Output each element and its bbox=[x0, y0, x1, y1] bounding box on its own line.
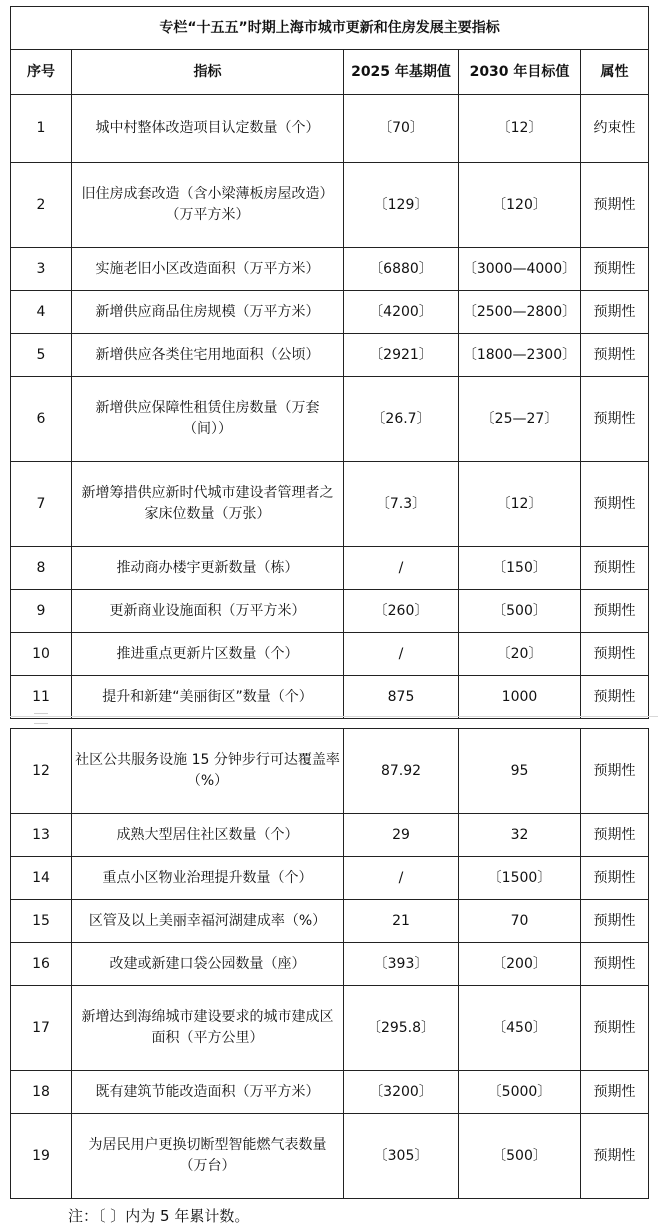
row-target-value: 〔12〕 bbox=[459, 462, 581, 547]
row-base-value: / bbox=[344, 633, 459, 676]
header-attribute: 属性 bbox=[581, 50, 649, 95]
row-base-value: 〔4200〕 bbox=[344, 291, 459, 334]
row-indicator: 重点小区物业治理提升数量（个） bbox=[72, 857, 344, 900]
table-row bbox=[11, 900, 649, 943]
table-row bbox=[11, 814, 649, 857]
row-attribute: 预期性 bbox=[581, 1114, 649, 1199]
row-base-value: / bbox=[344, 857, 459, 900]
table-row bbox=[11, 633, 649, 676]
row-attribute: 预期性 bbox=[581, 462, 649, 547]
row-base-value: 〔3200〕 bbox=[344, 1071, 459, 1114]
row-base-value: 〔129〕 bbox=[344, 163, 459, 248]
row-base-value: 29 bbox=[344, 814, 459, 857]
row-index: 7 bbox=[11, 462, 72, 547]
row-index: 5 bbox=[11, 334, 72, 377]
indicator-table-part-2 bbox=[10, 728, 649, 1199]
row-target-value: 〔450〕 bbox=[459, 986, 581, 1071]
row-indicator: 改建或新建口袋公园数量（座） bbox=[72, 943, 344, 986]
table-note: 注：〔 〕内为 5 年累计数。 bbox=[68, 1207, 250, 1225]
table-row bbox=[11, 163, 649, 248]
row-base-value: 〔393〕 bbox=[344, 943, 459, 986]
row-attribute: 预期性 bbox=[581, 163, 649, 248]
row-indicator: 新增供应保障性租赁住房数量（万套（间）） bbox=[72, 377, 344, 462]
row-indicator: 推动商办楼宇更新数量（栋） bbox=[72, 547, 344, 590]
row-attribute: 预期性 bbox=[581, 1071, 649, 1114]
row-target-value: 〔150〕 bbox=[459, 547, 581, 590]
row-attribute: 预期性 bbox=[581, 857, 649, 900]
row-attribute: 预期性 bbox=[581, 291, 649, 334]
table-row bbox=[11, 729, 649, 814]
row-attribute: 预期性 bbox=[581, 334, 649, 377]
row-base-value: 〔305〕 bbox=[344, 1114, 459, 1199]
row-base-value: 〔2921〕 bbox=[344, 334, 459, 377]
row-index: 13 bbox=[11, 814, 72, 857]
table-row bbox=[11, 986, 649, 1071]
header-base-2025: 2025 年基期值 bbox=[344, 50, 459, 95]
table-row bbox=[11, 590, 649, 633]
row-index: 8 bbox=[11, 547, 72, 590]
page-break-line bbox=[10, 716, 658, 717]
row-index: 15 bbox=[11, 900, 72, 943]
row-index: 2 bbox=[11, 163, 72, 248]
row-index: 12 bbox=[11, 729, 72, 814]
table-row bbox=[11, 334, 649, 377]
row-base-value: / bbox=[344, 547, 459, 590]
row-base-value: 〔295.8〕 bbox=[344, 986, 459, 1071]
table-row bbox=[11, 547, 649, 590]
row-target-value: 1000 bbox=[459, 676, 581, 719]
row-attribute: 预期性 bbox=[581, 633, 649, 676]
table-row bbox=[11, 1071, 649, 1114]
row-target-value: 〔500〕 bbox=[459, 1114, 581, 1199]
row-indicator: 新增供应各类住宅用地面积（公顷） bbox=[72, 334, 344, 377]
row-target-value: 〔3000—4000〕 bbox=[459, 248, 581, 291]
row-target-value: 70 bbox=[459, 900, 581, 943]
row-index: 4 bbox=[11, 291, 72, 334]
row-attribute: 预期性 bbox=[581, 248, 649, 291]
row-target-value: 32 bbox=[459, 814, 581, 857]
row-attribute: 预期性 bbox=[581, 943, 649, 986]
row-index: 11 bbox=[11, 676, 72, 719]
table-row bbox=[11, 291, 649, 334]
row-index: 6 bbox=[11, 377, 72, 462]
row-indicator: 新增筹措供应新时代城市建设者管理者之家床位数量（万张） bbox=[72, 462, 344, 547]
row-target-value: 〔20〕 bbox=[459, 633, 581, 676]
table-row bbox=[11, 676, 649, 719]
row-base-value: 87.92 bbox=[344, 729, 459, 814]
row-indicator: 旧住房成套改造（含小梁薄板房屋改造）（万平方米） bbox=[72, 163, 344, 248]
row-indicator: 推进重点更新片区数量（个） bbox=[72, 633, 344, 676]
row-attribute: 预期性 bbox=[581, 814, 649, 857]
row-base-value: 875 bbox=[344, 676, 459, 719]
row-attribute: 预期性 bbox=[581, 377, 649, 462]
row-indicator: 成熟大型居住社区数量（个） bbox=[72, 814, 344, 857]
row-base-value: 〔70〕 bbox=[344, 95, 459, 163]
row-index: 18 bbox=[11, 1071, 72, 1114]
table-row bbox=[11, 462, 649, 547]
table-row bbox=[11, 377, 649, 462]
row-attribute: 预期性 bbox=[581, 676, 649, 719]
row-attribute: 预期性 bbox=[581, 590, 649, 633]
row-index: 16 bbox=[11, 943, 72, 986]
header-target-2030: 2030 年目标值 bbox=[459, 50, 581, 95]
row-indicator: 社区公共服务设施 15 分钟步行可达覆盖率（%） bbox=[72, 729, 344, 814]
header-indicator: 指标 bbox=[72, 50, 344, 95]
row-index: 19 bbox=[11, 1114, 72, 1199]
table-row bbox=[11, 943, 649, 986]
row-indicator: 实施老旧小区改造面积（万平方米） bbox=[72, 248, 344, 291]
row-index: 10 bbox=[11, 633, 72, 676]
row-indicator: 提升和新建“美丽街区”数量（个） bbox=[72, 676, 344, 719]
row-target-value: 〔1800—2300〕 bbox=[459, 334, 581, 377]
row-indicator: 新增达到海绵城市建设要求的城市建成区面积（平方公里） bbox=[72, 986, 344, 1071]
row-target-value: 〔25—27〕 bbox=[459, 377, 581, 462]
row-indicator: 区管及以上美丽幸福河湖建成率（%） bbox=[72, 900, 344, 943]
row-index: 9 bbox=[11, 590, 72, 633]
row-target-value: 〔2500—2800〕 bbox=[459, 291, 581, 334]
row-base-value: 〔7.3〕 bbox=[344, 462, 459, 547]
row-attribute: 约束性 bbox=[581, 95, 649, 163]
page-break-mark bbox=[34, 713, 48, 724]
table-row bbox=[11, 1114, 649, 1199]
table-row bbox=[11, 95, 649, 163]
row-base-value: 21 bbox=[344, 900, 459, 943]
row-target-value: 〔5000〕 bbox=[459, 1071, 581, 1114]
table-row bbox=[11, 857, 649, 900]
row-index: 14 bbox=[11, 857, 72, 900]
row-base-value: 〔260〕 bbox=[344, 590, 459, 633]
row-indicator: 为居民用户更换切断型智能燃气表数量（万台） bbox=[72, 1114, 344, 1199]
indicator-table-part-1 bbox=[10, 6, 649, 719]
row-attribute: 预期性 bbox=[581, 986, 649, 1071]
row-target-value: 〔500〕 bbox=[459, 590, 581, 633]
row-target-value: 〔12〕 bbox=[459, 95, 581, 163]
row-indicator: 新增供应商品住房规模（万平方米） bbox=[72, 291, 344, 334]
row-attribute: 预期性 bbox=[581, 729, 649, 814]
row-target-value: 95 bbox=[459, 729, 581, 814]
row-target-value: 〔120〕 bbox=[459, 163, 581, 248]
row-attribute: 预期性 bbox=[581, 900, 649, 943]
row-indicator: 更新商业设施面积（万平方米） bbox=[72, 590, 344, 633]
row-index: 1 bbox=[11, 95, 72, 163]
row-base-value: 〔6880〕 bbox=[344, 248, 459, 291]
row-attribute: 预期性 bbox=[581, 547, 649, 590]
row-indicator: 城中村整体改造项目认定数量（个） bbox=[72, 95, 344, 163]
row-target-value: 〔1500〕 bbox=[459, 857, 581, 900]
header-index: 序号 bbox=[11, 50, 72, 95]
row-target-value: 〔200〕 bbox=[459, 943, 581, 986]
row-indicator: 既有建筑节能改造面积（万平方米） bbox=[72, 1071, 344, 1114]
row-base-value: 〔26.7〕 bbox=[344, 377, 459, 462]
row-index: 3 bbox=[11, 248, 72, 291]
row-index: 17 bbox=[11, 986, 72, 1071]
table-title: 专栏“十五五”时期上海市城市更新和住房发展主要指标 bbox=[11, 7, 649, 50]
table-row bbox=[11, 248, 649, 291]
